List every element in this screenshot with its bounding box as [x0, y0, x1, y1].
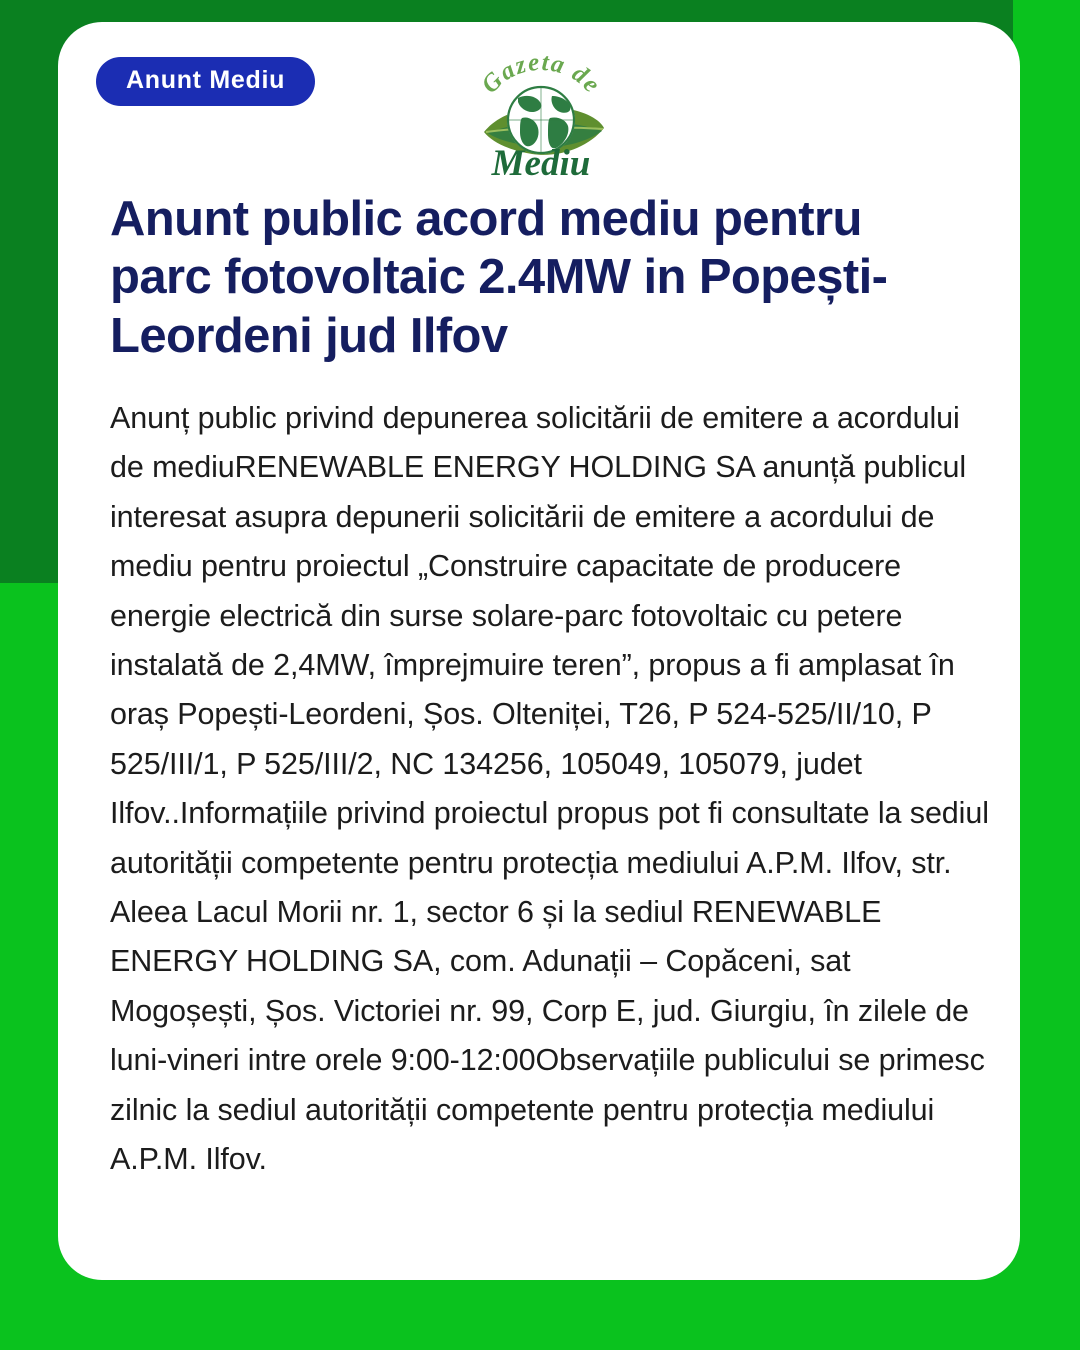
card-header: [58, 22, 1020, 192]
logo-top-text: Gazeta de: [476, 48, 607, 99]
category-badge[interactable]: Anunt Mediu: [96, 57, 315, 106]
announcement-body: Anunț public privind depunerea solicitării de emitere a acordului de mediuRENEWABLE ENERGY HOLDING SA anunță publicul interesat asupra depunerii solicitării de emitere a acordului de mediu pentru proiectul „Construire capacitate de producere energie electrică din surse solare-parc fotovoltaic cu petere instalată de 2,4MW, împrejmuire teren”, propus a fi amplasat în oraș Popești-Leordeni, Șos. Olteniței, T26, P 524-525/II/10, P 525/III/1, P 525/III/2, NC 134256, 105049, 105079, judet Ilfov..Informațiile privind proiectul propus pot fi consultate la sediul autorității competente pentru protecția mediului A.P.M. Ilfov, str. Aleea Lacul Morii nr. 1, sector 6 și la sediul RENEWABLE ENERGY HOLDING SA, com. Adunații – Copăceni, sat Mogoșești, Șos. Victoriei nr. 99, Corp E, jud. Giurgiu, în zilele de luni-vineri intre orele 9:00-12:00Observațiile publicului se primesc zilnic la sediul autorității competente pentru protecția mediului A.P.M. Ilfov.: [110, 401, 998, 1177]
announcement-card: [58, 22, 1020, 1280]
page-title: Anunt public acord mediu pentru parc fotovoltaic 2.4MW in Popești-Leordeni jud Ilfov: [110, 192, 888, 363]
gazeta-de-mediu-logo: [466, 40, 616, 180]
logo-bottom-text: Mediu: [491, 143, 591, 180]
